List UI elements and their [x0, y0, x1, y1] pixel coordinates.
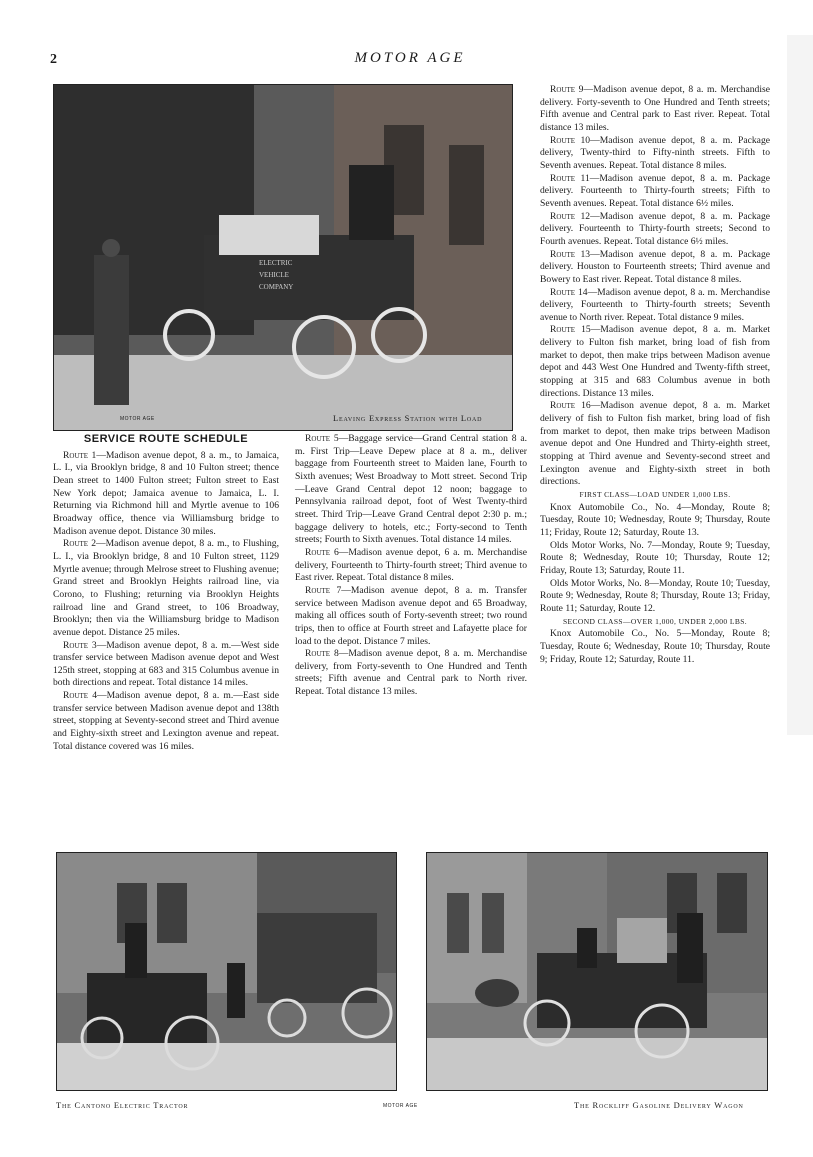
photo-credit-bottom: MOTOR AGE [383, 1103, 418, 1109]
route-1: Route 1—Madison avenue depot, 8 a. m., to Jamaica, L. I., via Brooklyn bridge, 8 and 10 Fulton street; thence Dean street to 1400 Fulton street; Fulton street to East New York depot; Jamaica avenue to Jamaica, L. I. Returning via Richmond hill and Myrtle avenue to 106 Broadway office, thence via Williamsburg bridge to Madison avenue depot. Distance 30 miles. [53, 449, 279, 537]
wagon-sign-line-1: ELECTRIC [259, 259, 293, 267]
caption-bottom-right: The Rockliff Gasoline Delivery Wagon [574, 1100, 744, 1110]
route-9: Route 9—Madison avenue depot, 8 a. m. Merchandise delivery. Forty-seventh to One Hundred and Tenth streets; Fifth avenue and Central park to East river. Repeat. Total distance 13 miles. [540, 84, 770, 133]
route-15: Route 15—Madison avenue depot, 8 a. m. Market delivery to Fulton fish market, bring load of fish from market to depot, then make trips between Madison avenue depot and 443 West One Hundred and Twenty-fifth street, stopping at 315 and 683 Columbus avenue in both directions. Distance 13 miles. [540, 324, 770, 399]
photo-credit-top: MOTOR AGE [120, 416, 155, 422]
route-14: Route 14—Madison avenue depot, 8 a. m. Merchandise delivery, Fourteenth to Thirty-fourth streets; Seventh avenue to North river. Repeat. Total distance 9 miles. [540, 286, 770, 323]
caption-bottom-left: The Cantono Electric Tractor [56, 1100, 189, 1110]
second-class-heading: SECOND CLASS—OVER 1,000, UNDER 2,000 LBS. [562, 616, 748, 626]
route-2: Route 2—Madison avenue depot, 8 a. m., to Flushing, L. I., via Brooklyn bridge, 8 and 10 Fulton street, 1129 Myrtle avenue; through Melrose street to Flushing avenue; Grand street and Brooklyn Heights railroad line, via Corono, to Flushing; returning via Brooklyn Heights railroad line and Grand street, to 106 Broadway, Brooklyn; then via the Williamsburg bridge to Madison avenue depot. Distance 25 miles. [53, 538, 280, 638]
article-heading: SERVICE ROUTE SCHEDULE [83, 433, 249, 445]
route-11: Route 11—Madison avenue depot, 8 a. m. Package delivery. Fourteenth to Thirty-fourth streets; Fifth to Seventh avenues. Repeat. Total distance 6½ miles. [540, 172, 770, 209]
route-16: Route 16—Madison avenue depot, 8 a. m. Market delivery of fish to Fulton fish market, bring load of fish from market to depot, then make trips between Madison avenue depot and One Hundred and Thirty-eighth street, stopping at Third avenue and Seventy-second street and Lexington avenue and Eighty-sixth street in both directions. [540, 400, 770, 488]
route-13: Route 13—Madison avenue depot, 8 a. m. Package delivery. Houston to Fourteenth streets; Third avenue and Bowery to East river. Repeat. Total distance 8 miles. [540, 248, 770, 285]
route-4: Route 4—Madison avenue depot, 8 a. m.—East side transfer service between Madison avenue depot and 138th street, stopping at Seventy-second street and Third avenue and Eighty-sixth street and Lexington avenue and repeat. Total distance covered was 16 miles. [53, 690, 279, 752]
text-column-1 [53, 433, 279, 753]
first-class-heading: FIRST CLASS—LOAD UNDER 1,000 LBS. [579, 490, 731, 499]
page-edge-shadow [787, 35, 813, 735]
route-10: Route 10—Madison avenue depot, 8 a. m. Package delivery, Twenty-third to Fifty-ninth streets. Fifth to Seventh avenues. Repeat. Total distance 8 miles. [540, 134, 770, 171]
running-head: MOTOR AGE [354, 50, 466, 66]
text-column-2 [295, 433, 527, 699]
wagon-sign-line-2: VEHICLE [259, 271, 289, 279]
first-class-entry: Olds Motor Works, No. 8—Monday, Route 10; Tuesday, Route 9; Wednesday, Route 8; Thursday, Route 13; Friday, Route 11; Saturday, Route 12. [540, 577, 770, 614]
route-7: Route 7—Madison avenue depot, 8 a. m. Transfer service between Madison avenue depot and 65 Broadway, making all offices south of Forty-seventh street; two round trips, then to office at Fourth street and Lafayette place for load to the depot. Distance 7 miles. [295, 584, 527, 647]
first-class-entry: Knox Automobile Co., No. 4—Monday, Route 8; Tuesday, Route 10; Wednesday, Route 9; Thursday, Route 11; Friday, Route 12; Saturday, Route 13. [540, 501, 770, 538]
second-class-entry: Knox Automobile Co., No. 5—Monday, Route 8; Tuesday, Route 6; Wednesday, Route 10; Thursday, Route 9; Friday, Route 12; Saturday, Route 11. [540, 628, 770, 665]
text-column-3 [540, 84, 770, 666]
route-12: Route 12—Madison avenue depot, 8 a. m. Package delivery. Fourteenth to Thirty-fourth streets; Second to Fourth avenues. Repeat. Total distance 6½ miles. [540, 210, 770, 247]
wagon-sign-line-3: COMPANY [259, 283, 294, 291]
route-6: Route 6—Madison avenue depot, 6 a. m. Merchandise delivery, Fourteenth to Thirty-fourth street; Third avenue to East river. Repeat. Total distance 8 miles. [295, 546, 527, 584]
route-8: Route 8—Madison avenue depot, 8 a. m. Merchandise delivery, from Forty-seventh to One Hundred and Tenth streets; Fifth avenue and Central park to North river. Repeat. Total distance 13 miles. [295, 648, 527, 698]
photo-express-station [53, 84, 513, 431]
photo-rockliff-wagon [426, 852, 768, 1091]
photo-cantono-tractor [56, 852, 397, 1091]
caption-top: Leaving Express Station with Load [333, 413, 483, 423]
page-number: 2 [50, 52, 57, 67]
first-class-entry: Olds Motor Works, No. 7—Monday, Route 9; Tuesday, Route 8; Wednesday, Route 10; Thursday, Route 12; Friday, Route 13; Saturday, Route 11. [540, 539, 770, 576]
route-5: Route 5—Baggage service—Grand Central station 8 a. m. First Trip—Leave Depew place at 8 a. m., deliver baggage from Fourteenth street to Maiden lane, Fourth to Sixth avenues; West Broadway to Mott street. Second Trip—Leave Grand Central depot 12 noon; baggage to Pennsylvania railroad depot, foot of West Twenty-third street. Third Trip—Leave Grand Central depot 2:30 p. m.; baggage delivery to hotels, etc.; Forty-second to Tenth streets; Fourth to Sixth avenues. Total distance 14 miles. [295, 433, 527, 546]
route-3: Route 3—Madison avenue depot, 8 a. m.—West side transfer service between Madison avenue depot and West 125th street, stopping at 683 and 315 Columbus avenue in both directions and repeat. Total distance 14 miles. [53, 639, 279, 689]
